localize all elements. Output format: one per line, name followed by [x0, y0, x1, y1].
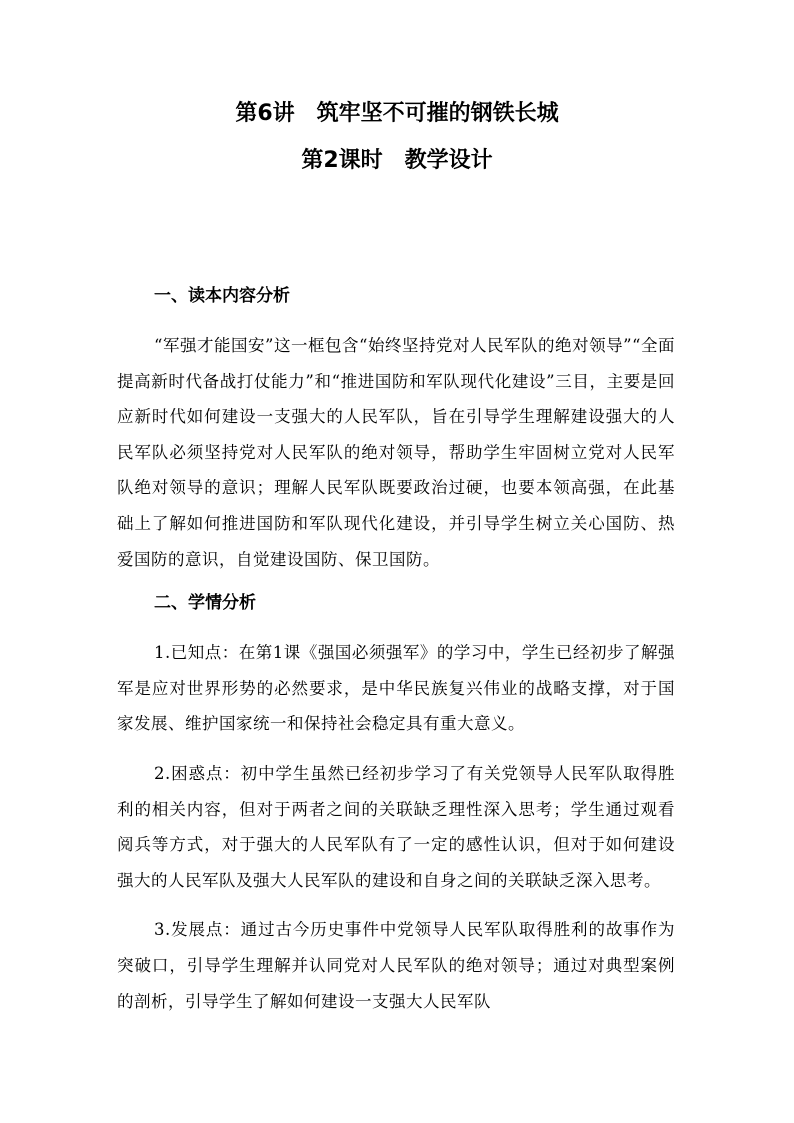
- lesson-subtitle: [0, 146, 794, 176]
- lesson-type: 教学设计: [404, 148, 493, 173]
- lecture-name: 筑牢坚不可摧的钢铁长城: [316, 101, 559, 126]
- lesson-number: 第2课时: [301, 148, 383, 173]
- paragraph-known-points: 1.已知点：在第1课《强国必须强军》的学习中，学生已经初步了解强军是应对世界形势的必然要求，是中华民族复兴伟业的战略支撑，对于国家发展、维护国家统一和保持社会稳定具有重大意义。: [117, 643, 675, 734]
- section-heading-content-analysis: 一、读本内容分析: [154, 286, 290, 306]
- lecture-title: [0, 99, 794, 129]
- document-body: [117, 284, 675, 1019]
- paragraph-development-points: 3.发展点：通过古今历史事件中党领导人民军队取得胜利的故事作为突破口，引导学生理解并认同党对人民军队的绝对领导；通过对典型案例的剖析，引导学生了解如何建设一支强大人民军队: [117, 920, 675, 1011]
- lecture-number: 第6讲: [235, 101, 295, 126]
- section-heading-student-analysis: 二、学情分析: [154, 593, 256, 614]
- paragraph-content-analysis: “军强才能国安”这一框包含“始终坚持党对人民军队的绝对领导”“全面提高新时代备战打仗能力”和“推进国防和军队现代化建设”三目，主要是回应新时代如何建设一支强大的人民军队，旨在引导学生理解建设强大的人民军队必须坚持党对人民军队的绝对领导，帮助学生牢固树立党对人民军队绝对领导的意识；理解人民军队既要政治过硬，也要本领高强，在此基础上了解如何推进国防和军队现代化建设，并引导学生树立关心国防、热爱国防的意识，自觉建设国防、保卫国防。: [117, 336, 675, 569]
- paragraph-confusion-points: 2.困惑点：初中学生虽然已经初步学习了有关党领导人民军队取得胜利的相关内容，但对于两者之间的关联缺乏理性深入思考；学生通过观看阅兵等方式，对于强大的人民军队有了一定的感性认识，但对于如何建设强大的人民军队及强大人民军队的建设和自身之间的关联缺乏深入思考。: [117, 763, 675, 890]
